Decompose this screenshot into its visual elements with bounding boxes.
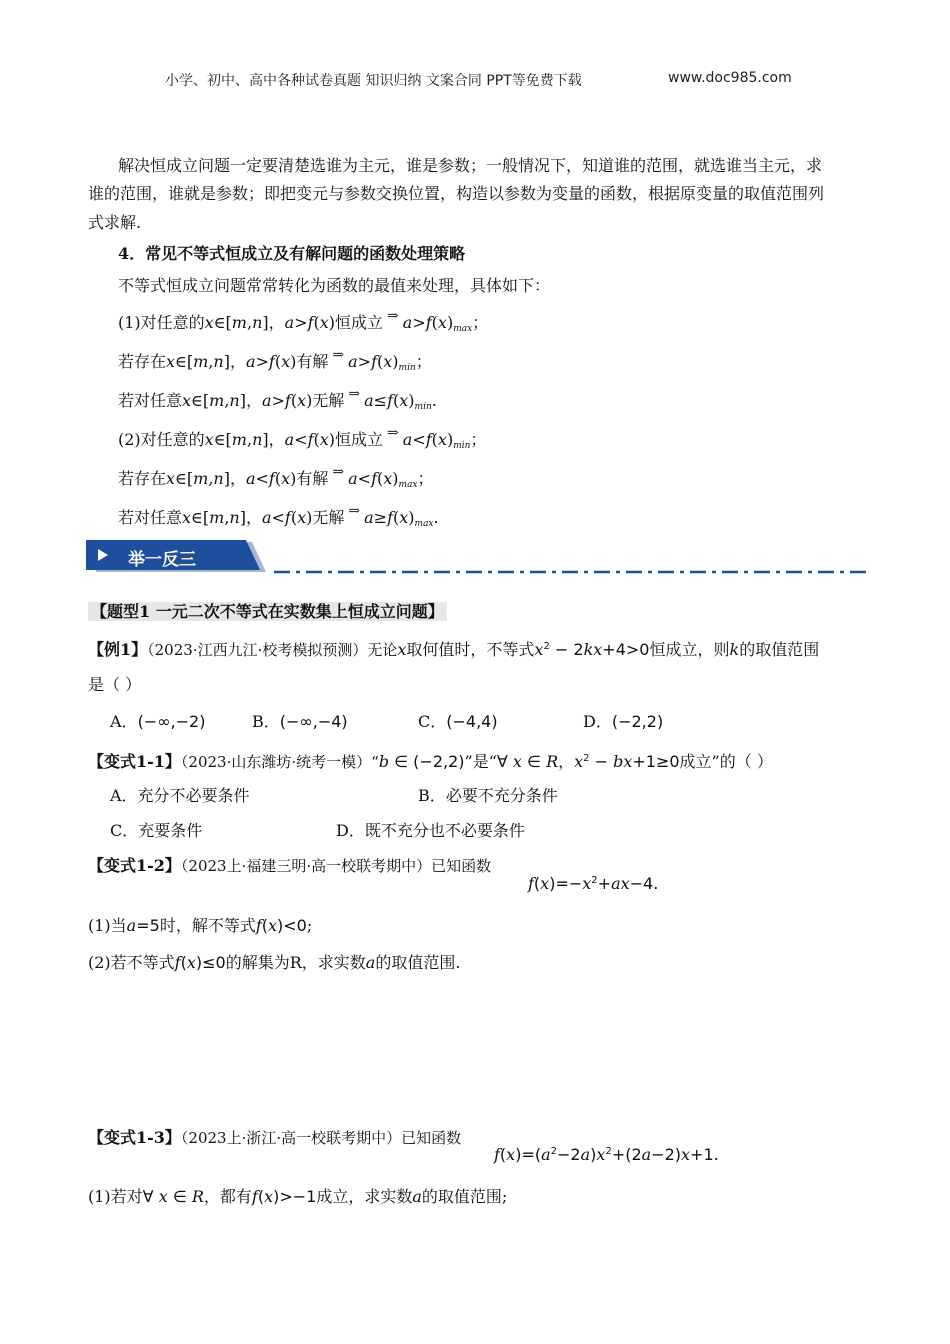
- rule-3: 若对任意x∈[m,n]，a>f(x)无解 ⇒ $a\le f(x)_{min}$.: [118, 386, 437, 412]
- option-a[interactable]: A．充分不必要条件: [110, 786, 250, 805]
- section-banner: [86, 540, 866, 580]
- option-a[interactable]: A．(−∞,−2): [110, 712, 206, 731]
- function-definition: $f(x)=(a^2-2a)x^2+(2a-2)x+1$.: [494, 1145, 719, 1164]
- intro-line-2: 谁的范围，谁就是参数；即把变元与参数交换位置，构造以参数为变量的函数，根据原变量的取值范围列: [88, 184, 825, 203]
- option-d[interactable]: D．(−2,2): [583, 712, 664, 731]
- header-url[interactable]: www.doc985.com: [668, 70, 792, 86]
- rule-5: 若存在x∈[m,n]，a<f(x)有解 ⇒ $a<f(x)_{max}$；: [118, 464, 434, 490]
- example-1-line2: 是（ ）: [88, 675, 142, 694]
- option-d[interactable]: D．既不充分也不必要条件: [336, 821, 525, 840]
- variant-1-3: 【变式1-3】（2023上·浙江·高一校联考期中）已知函数: [88, 1128, 462, 1147]
- variant-1-1: 【变式1-1】（2023·山东潍坊·统考一模）“b ∈ (−2,2)”是“∀ x ∈ R，$x^2 - bx+1\ge 0$成立”的（ ）: [88, 752, 773, 771]
- example-1: 【例1】（2023·江西九江·校考模拟预测）无论x取何值时，不等式$x^2 - 2kx+4>0$恒成立，则k的取值范围: [88, 640, 820, 659]
- variant-1-2: 【变式1-2】（2023上·福建三明·高一校联考期中）已知函数: [88, 856, 492, 875]
- rule-4: (2)对任意的x∈[m,n]，a<f(x)恒成立 ⇒ $a<f(x)_{min}$；: [118, 425, 487, 451]
- section-title: 4．常见不等式恒成立及有解问题的函数处理策略: [118, 244, 466, 263]
- intro-line-1: 解决恒成立问题一定要清楚选谁为主元，谁是参数；一般情况下，知道谁的范围，就选谁当主元，求: [118, 156, 823, 175]
- option-c[interactable]: C．(−4,4): [418, 712, 498, 731]
- rule-1: (1)对任意的x∈[m,n]，a>f(x)恒成立 ⇒ $a>f(x)_{max}$；: [118, 308, 489, 334]
- rule-2: 若存在x∈[m,n]，a>f(x)有解 ⇒ $a>f(x)_{min}$；: [118, 347, 432, 373]
- function-definition: $f(x)=-x^2+ax-4$.: [528, 874, 659, 893]
- banner-graphic: [86, 540, 866, 580]
- rule-6: 若对任意x∈[m,n]，a<f(x)无解 ⇒ $a\ge f(x)_{max}$.: [118, 503, 439, 529]
- option-b[interactable]: B．必要不充分条件: [418, 786, 558, 805]
- type-title: 【题型1 一元二次不等式在实数集上恒成立问题】: [88, 602, 447, 622]
- question-2: (2)若不等式f(x)≤0的解集为R，求实数a的取值范围.: [88, 953, 461, 972]
- option-b[interactable]: B．(−∞,−4): [252, 712, 348, 731]
- question-1: (1)若对∀ x ∈ R，都有f(x)>−1成立，求实数a的取值范围;: [88, 1187, 508, 1206]
- intro-line-3: 式求解.: [88, 213, 142, 232]
- option-c[interactable]: C．充要条件: [110, 821, 203, 840]
- banner-label: 举一反三: [128, 550, 196, 570]
- section-desc: 不等式恒成立问题常常转化为函数的最值来处理，具体如下：: [118, 276, 551, 295]
- header-text: 小学、初中、高中各种试卷真题 知识归纳 文案合同 PPT等免费下载: [165, 73, 582, 89]
- question-1: (1)当a=5时，解不等式f(x)<0;: [88, 916, 313, 935]
